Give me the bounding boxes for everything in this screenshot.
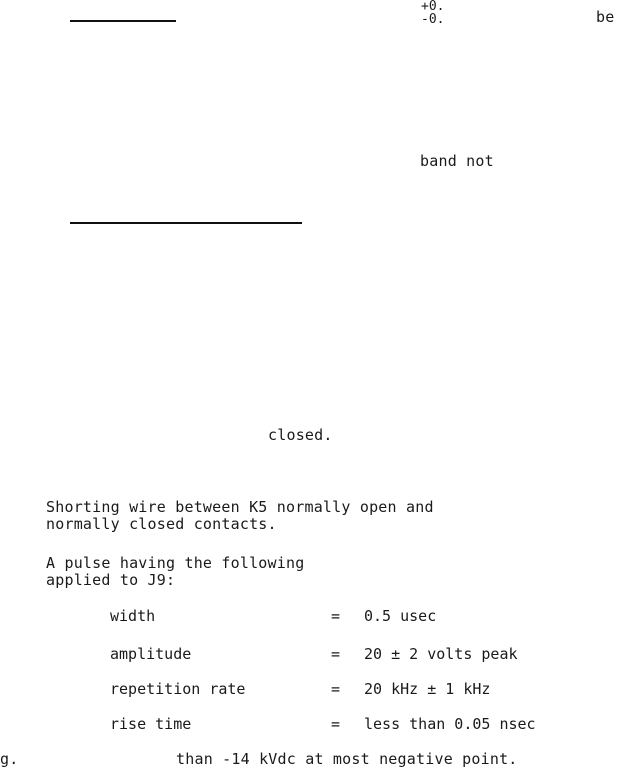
shorting-wire-line-1: Shorting wire between K5 normally open and — [46, 498, 434, 516]
param-value: less than 0.05 nsec — [364, 715, 536, 733]
tolerance-minus: -0. — [421, 12, 445, 27]
param-value: 20 ± 2 volts peak — [364, 645, 518, 663]
voltage-note: than -14 kVdc at most negative point. — [176, 750, 518, 768]
param-equals: = — [331, 607, 341, 625]
param-name: amplitude — [110, 645, 192, 663]
param-name: repetition rate — [110, 680, 246, 698]
param-equals: = — [331, 645, 341, 663]
param-value: 0.5 usec — [364, 607, 437, 625]
shorting-wire-line-2: normally closed contacts. — [46, 515, 277, 533]
param-value: 20 kHz ± 1 kHz — [364, 680, 491, 698]
fragment-g: g. — [0, 750, 19, 768]
pulse-intro-line-2: applied to J9: — [46, 571, 176, 589]
param-name: rise time — [110, 715, 192, 733]
tolerance-plus: +0. — [421, 0, 445, 14]
pulse-intro-line-1: A pulse having the following — [46, 554, 305, 572]
param-name: width — [110, 607, 156, 625]
underline-rule-top — [70, 20, 176, 22]
param-equals: = — [331, 680, 341, 698]
underline-rule-middle — [70, 222, 302, 224]
fragment-be: be — [596, 8, 615, 26]
param-equals: = — [331, 715, 341, 733]
fragment-band-not: band not — [420, 152, 494, 170]
fragment-closed: closed. — [268, 426, 333, 444]
